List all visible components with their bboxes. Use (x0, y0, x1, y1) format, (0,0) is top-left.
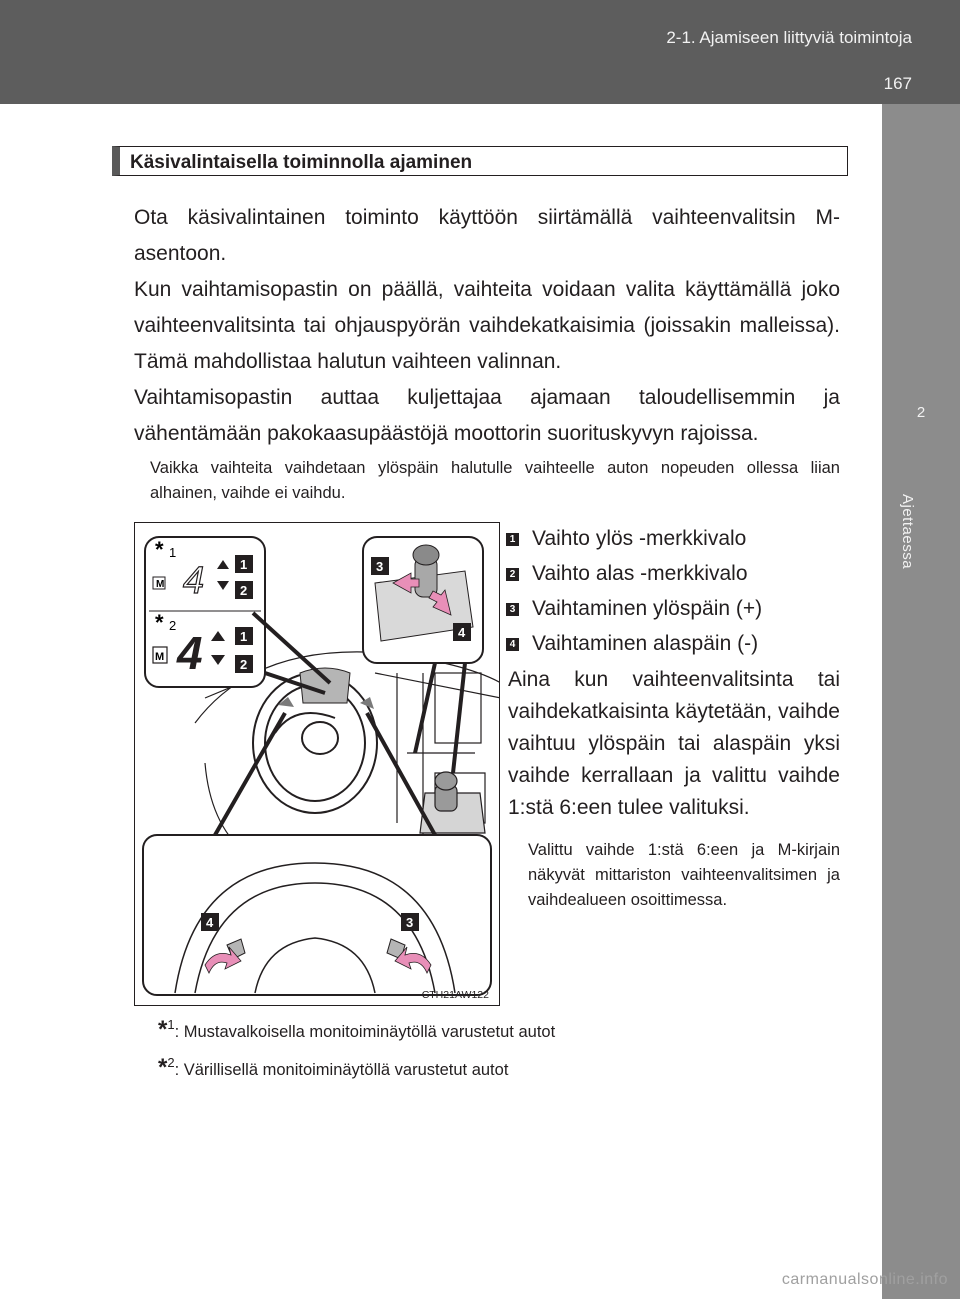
side-tab-chapter: 2 (916, 404, 926, 421)
legend-item-1 (506, 524, 746, 554)
svg-text:1: 1 (240, 557, 248, 572)
note-text: Vaikka vaihteita vaihdetaan ylöspäin halutulle vaihteelle auton nopeuden ollessa liian alhainen, vaihde ei vaihdu. (150, 459, 840, 502)
legend-label-1: Vaihto ylös -merkkivalo (532, 527, 747, 550)
svg-text:2: 2 (240, 583, 248, 598)
legend-item-3 (506, 594, 762, 624)
svg-text:4: 4 (183, 560, 205, 602)
footnote-1 (158, 1016, 555, 1044)
footnote-1-text: : Mustavalkoisella monitoiminäytöllä varustetut autot (174, 1023, 556, 1041)
svg-text:3: 3 (406, 915, 414, 930)
star-1-mark: * (155, 537, 164, 562)
side-tab-bottom (882, 464, 960, 1299)
legend-label-3: Vaihtaminen ylöspäin (+) (532, 597, 763, 620)
illustration-drawing (135, 523, 500, 1006)
paragraph-3: Vaihtamisopastin auttaa kuljettajaa ajamaan taloudellisemmin ja vähentämään pakokaasupäästöjä moottorin suorituskyvyn rajoissa. (134, 386, 840, 445)
legend-marker-2: 2 (506, 568, 519, 581)
star-1-number: 1 (169, 545, 177, 560)
svg-text:M: M (156, 579, 165, 590)
figure-code: CTH21AW122 (421, 989, 489, 1001)
watermark-link[interactable]: carmanualsonline.info (781, 1271, 948, 1288)
legend-item-4 (506, 629, 758, 659)
star-2-mark: * (155, 610, 164, 635)
svg-text:3: 3 (376, 559, 384, 574)
footnote-2-star: * (158, 1054, 168, 1081)
header-band (0, 0, 960, 104)
star-2-number: 2 (169, 618, 177, 633)
section-header (112, 146, 848, 176)
legend-marker-4: 4 (506, 638, 519, 651)
paragraph-1: Ota käsivalintainen toiminto käyttöön siirtämällä vaihteenvalitsin M-asentoon. (134, 206, 840, 265)
legend-item-2 (506, 559, 748, 589)
svg-text:1: 1 (240, 629, 248, 644)
page-number: 167 (883, 74, 912, 93)
footnote-2-sup: 2 (167, 1055, 175, 1070)
paragraph-2: Kun vaihtamisopastin on päällä, vaihteita voidaan valita käyttämällä joko vaihteenvalitsinta tai ohjauspyörän vaihdekatkaisimia (joissakin malleissa). Tämä mahdollistaa halutun vaihteen valinnan. (134, 278, 840, 373)
legend-label-2: Vaihto alas -merkkivalo (532, 562, 748, 585)
svg-text:2: 2 (240, 657, 248, 672)
sub-text: Valittu vaihde 1:stä 6:een ja M-kirjain näkyvät mittariston vaihteenvalitsimen ja vaihdealueen osoittimessa. (528, 841, 840, 909)
footnote-2-text: : Värillisellä monitoiminäytöllä varustetut autot (174, 1061, 509, 1079)
main-text: Aina kun vaihteenvalitsinta tai vaihdekatkaisinta käytetään, vaihde vaihtuu ylöspäin tai alaspäin yksi vaihde kerrallaan ja valittu vaihde 1:stä 6:een tulee valituksi. (508, 668, 840, 819)
section-title: Käsivalintaisella toiminnolla ajaminen (130, 152, 473, 173)
svg-text:4: 4 (206, 915, 214, 930)
footnote-1-sup: 1 (167, 1017, 175, 1032)
svg-text:4: 4 (177, 627, 203, 679)
footnote-1-star: * (158, 1016, 168, 1043)
illustration-figure (134, 522, 500, 1006)
footnote-2 (158, 1054, 508, 1082)
legend-label-4: Vaihtaminen alaspäin (-) (532, 632, 759, 655)
legend-marker-1: 1 (506, 533, 519, 546)
side-tab-label: Ajettaessa (899, 494, 916, 570)
legend-marker-3: 3 (506, 603, 519, 616)
svg-text:M: M (155, 651, 165, 663)
header-section-title: 2-1. Ajamiseen liittyviä toimintoja (666, 28, 912, 47)
svg-text:4: 4 (458, 625, 466, 640)
